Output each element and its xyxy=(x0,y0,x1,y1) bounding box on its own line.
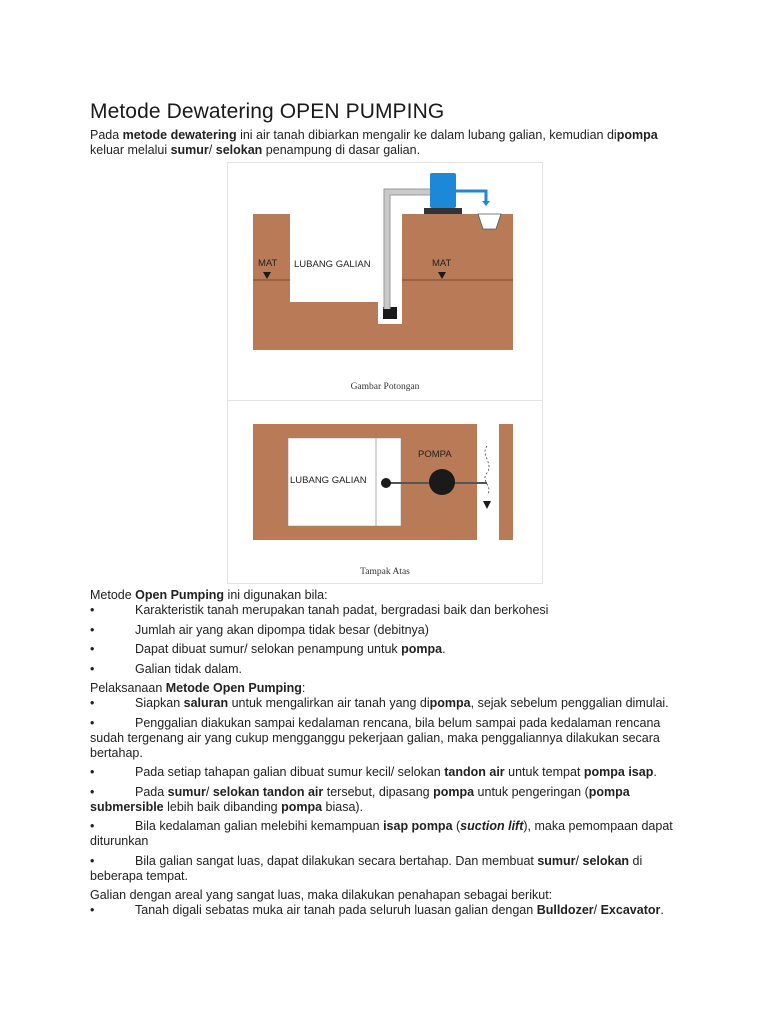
bullet-icon: • xyxy=(90,819,95,833)
list-item: • Dapat dibuat sumur/ selokan penampung untuk pompa. xyxy=(90,642,446,656)
pump-label-plan: POMPA xyxy=(418,449,452,460)
dewatering-diagram xyxy=(228,163,542,583)
list-item: • Karakteristik tanah merupakan tanah padat, bergradasi baik dan berkohesi xyxy=(90,603,549,617)
caption-cross-section: Gambar Potongan xyxy=(350,382,420,392)
discharge-pipe xyxy=(456,191,486,201)
water-table-label-left: MAT xyxy=(258,258,278,269)
sump-point-icon xyxy=(381,478,391,488)
list-item: • Siapkan saluran untuk mengalirkan air tanah yang dipompa, sejak sebelum penggalian dimulai. xyxy=(90,696,669,710)
surface-pump-icon xyxy=(430,173,456,208)
document-page xyxy=(90,100,680,923)
list-item: • Jumlah air yang akan dipompa tidak besar (debitnya) xyxy=(90,622,429,637)
caption-top-view: Tampak Atas xyxy=(360,567,410,577)
bullet-icon: • xyxy=(90,642,95,656)
pit-label-plan: LUBANG GALIAN xyxy=(290,475,367,486)
list-item: • Penggalian diakukan sampai kedalaman rencana, bila belum sampai pada kedalaman rencana sudah tergenang air yang cukup mengganggu pekerjaan galian, maka penggaliannya dilakukan secara bertahap. xyxy=(90,715,661,760)
staging-list xyxy=(90,903,680,918)
bullet-icon: • xyxy=(90,622,95,637)
discharge-arrow-icon xyxy=(482,201,490,206)
list-item: • Pada setiap tahapan galian dibuat sumur kecil/ selokan tandon air untuk tempat pompa isap. xyxy=(90,765,657,779)
conditions-section xyxy=(90,588,680,677)
top-view xyxy=(253,424,513,577)
cross-section-view xyxy=(228,173,542,401)
pump-base xyxy=(424,208,462,214)
implementation-list xyxy=(90,696,680,884)
list-item: • Bila galian sangat luas, dapat dilakukan secara bertahap. Dan membuat sumur/ selokan di beberapa tempat. xyxy=(90,853,643,883)
bullet-icon: • xyxy=(90,696,95,710)
page-title: Metode Dewatering OPEN PUMPING xyxy=(90,100,445,123)
list-item: • Pada sumur/ selokan tandon air tersebut, dipasang pompa untuk pengeringan (pompa submersible lebih baik dibanding pompa biasa). xyxy=(90,784,630,814)
bullet-icon: • xyxy=(90,715,95,730)
conditions-list xyxy=(90,603,680,677)
implementation-heading: Pelaksanaan Metode Open Pumping: xyxy=(90,681,306,695)
conditions-heading: Metode Open Pumping ini digunakan bila: xyxy=(90,588,328,602)
pump-plan-icon xyxy=(429,469,455,495)
staging-heading: Galian dengan areal yang sangat luas, maka dilakukan penahapan sebagai berikut: xyxy=(90,888,553,902)
list-item: • Galian tidak dalam. xyxy=(90,661,243,676)
implementation-section xyxy=(90,681,680,884)
staging-section xyxy=(90,888,680,918)
list-item: • Tanah digali sebatas muka air tanah pada seluruh luasan galian dengan Bulldozer/ Excavator. xyxy=(90,903,664,917)
pit-label-section: LUBANG GALIAN xyxy=(294,259,371,270)
water-table-label-right: MAT xyxy=(432,258,452,269)
bullet-icon: • xyxy=(90,603,95,617)
intro-paragraph: Pada metode dewatering ini air tanah dibiarkan mengalir ke dalam lubang galian, kemudian dipompa keluar melalui sumur/ selokan penampung di dasar galian. xyxy=(90,128,658,157)
bullet-icon: • xyxy=(90,903,95,917)
bullet-icon: • xyxy=(90,661,95,676)
bullet-icon: • xyxy=(90,784,95,799)
dewatering-figure xyxy=(227,162,543,584)
bullet-icon: • xyxy=(90,853,95,868)
list-item: • Bila kedalaman galian melebihi kemampuan isap pompa (suction lift), maka pemompaan dapat diturunkan xyxy=(90,819,673,848)
bullet-icon: • xyxy=(90,765,95,779)
